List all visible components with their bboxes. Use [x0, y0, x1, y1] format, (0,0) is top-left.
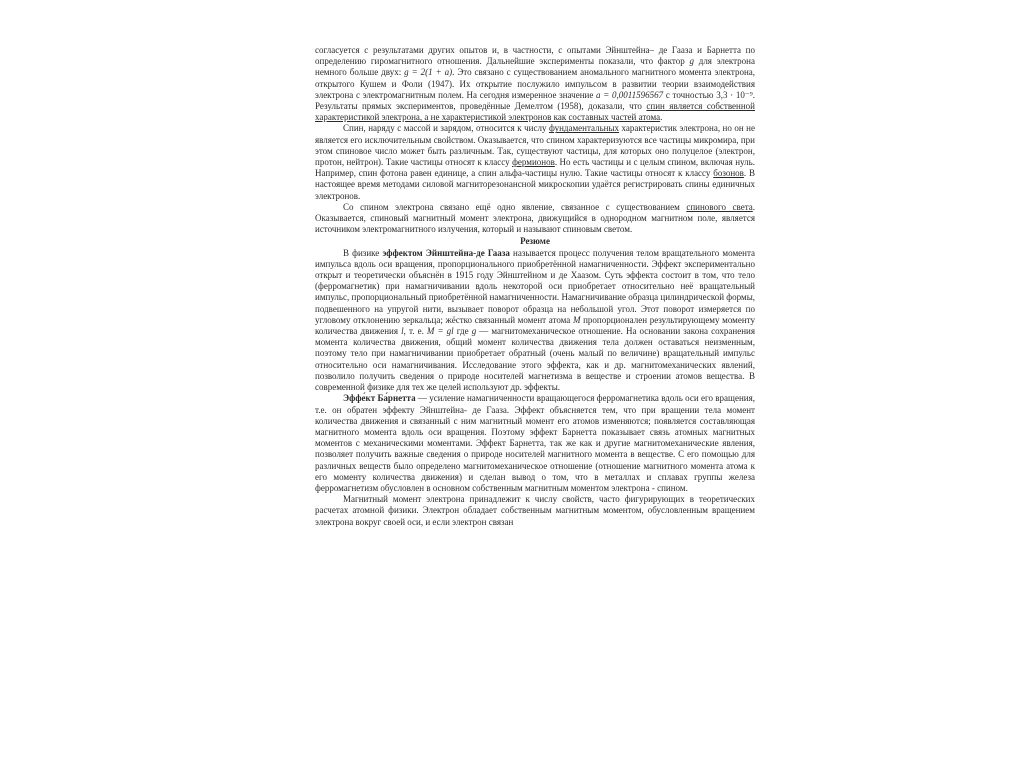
text: — магнитомеханическое отношение. На основании закона сохранения момента количества движения, общий момент количества движения тела должен оставаться неизменным, поэтому тело при намагничивании приобретает обратный (очень малый по величине) вращательный импульс относительно оси намагничивания. Исследование этого эффекта, как и др. магнитомеханических явлений, позволило получить сведения о природе носителей магнетизма в веществе и строении атомов вещества. В современной физике для тех же целей используют др. эффекты. [315, 326, 755, 393]
formula-a-value: a = 0,0011596567 [596, 89, 664, 100]
paragraph-6 [315, 494, 755, 528]
text: Со спином электрона связано ещё одно явление, связанное с существованием [343, 201, 687, 212]
paragraph-5 [315, 393, 755, 494]
symbol-M: M [572, 314, 581, 325]
text: называется процесс получения телом вращательного момента импульса вдоль оси вращения, пропорционального приобретённой намагниченности. Эффект экспериментально открыт и теоретически объяснён в 1915 году Эйнштейном и де Хаазом. Суть эффекта состоит в том, что тело (ферромагнетик) при намагничивании вдоль некоторой оси приобретает относительно неё вращательный импульс, пропорциональный приобретённой намагниченности. Намагничивание образца цилиндрической формы, подвешенного на упругой нити, вызывает поворот образца на небольшой угол. Этот поворот измеряется по угловому отклонению зеркальца; жёстко связанный момент атома [315, 247, 755, 325]
text: где [453, 326, 472, 337]
text: характеристик электрона, но он не является его исключительным свойством. Оказывается, что спином характеризуются все частицы микромира, при этом спиновое число может быть различным. Так, существуют частицы, для которых оно полуцелое (электрон, протон, нейтрон). Такие частицы относят к классу [315, 123, 755, 168]
text: . Но есть частицы и с целым спином, включая нуль. Например, спин фотона равен единице, а спин альфа-частицы нулю. Такие частицы относят к классу [315, 157, 756, 179]
paragraph-2 [315, 123, 755, 201]
link-fundamental[interactable]: фундаментальных [548, 123, 620, 134]
document-body [315, 45, 755, 528]
paragraph-1 [315, 45, 755, 123]
text: Магнитный момент электрона принадлежит к числу свойств, часто фигурирующих в теоретических расчетах атомной физики. Электрон обладает собственным магнитным моментом, обусловленным вращением электрона вокруг своей оси, и если электрон связан [315, 494, 755, 527]
bold-term-barnett: Эффе́кт Ба́рнетта [343, 393, 416, 404]
symbol-l: l [401, 326, 404, 337]
formula-M: M = gl [426, 326, 454, 337]
paragraph-4 [315, 248, 755, 394]
link-fermions[interactable]: фермионов [512, 157, 555, 168]
text: . В настоящее время методами силовой магниторезонансной микроскопии удаётся регистрировать спины единичных электронов. [315, 168, 755, 201]
text: . Это связано с существованием аномального магнитного момента электрона, открытого Кушем и Фоли (1947). Их открытие послужило импульсом в развитии теории взаимодействия электрона с электромагнитным полем. На сегодня измеренное значение [315, 67, 756, 100]
formula-g: g = 2(1 + a) [404, 67, 453, 78]
text: , т. е. [403, 326, 427, 337]
text: Спин, наряду с массой и зарядом, относится к числу [343, 123, 549, 134]
link-bosons[interactable]: бозонов [713, 168, 744, 179]
text: — усиление намагниченности вращающегося ферромагнетика вдоль оси его вращения, т.е. он обратен эффекту Эйнштейна- де Гааза. Эффект объясняется тем, что при вращении тела момент количества движения и связанный с ним магнитный момент его атомов изменяются; появляется составляющая магнитного момента вдоль оси вращения. Поэтому эффект Барнетта показывает связь атомных магнитных моментов с механическими моментами. Эффект Барнетта, так же как и другие магнитомеханические явления, позволяет получить важные сведения о природе носителей магнитного момента в веществе. С его помощью для различных веществ было определено магнитомеханическое отношение (отношение магнитного момента атома к его моменту количества движения) и сделан вывод о том, что в металлах и сплавах группы железа ферромагнетизм обусловлен в основном собственным магнитным моментом электрона - спином. [315, 393, 755, 493]
symbol-g: g [689, 56, 694, 67]
text: . Результаты прямых экспериментов, проведённые Демелтом (1958), доказали, что [315, 89, 755, 112]
bold-term-einstein-de-haas: эффектом Эйнштейна-де Гааза [382, 247, 510, 258]
text: . Оказывается, спиновый магнитный момент электрона, движущийся в однородном магнитном поле, является источником электромагнитного излучения, который и называют спиновым светом. [315, 201, 755, 235]
text: . [660, 112, 663, 123]
precision-value: 3,3 · 10⁻⁹ [716, 89, 753, 100]
symbol-g: g [471, 326, 477, 337]
text: пропорционален результирующему моменту количества движения [315, 314, 755, 337]
text: для электрона немного больше двух: [315, 56, 755, 78]
underlined-statement: спин является собственной характеристикой электрона, а не характеристикой электронов как составных частей атома [315, 101, 755, 123]
link-spin-light[interactable]: спинового света [686, 201, 753, 212]
text: В физике [343, 247, 383, 258]
text: с точностью [663, 89, 717, 100]
paragraph-3 [315, 202, 755, 236]
section-heading: Резюме [520, 236, 550, 247]
text: согласуется с результатами других опытов и, в частности, с опытами Эйнштейна– де Гааза и Барнетта по определению гиромагнитного отношения. Дальнейшие эксперименты показали, что фактор [315, 45, 755, 67]
